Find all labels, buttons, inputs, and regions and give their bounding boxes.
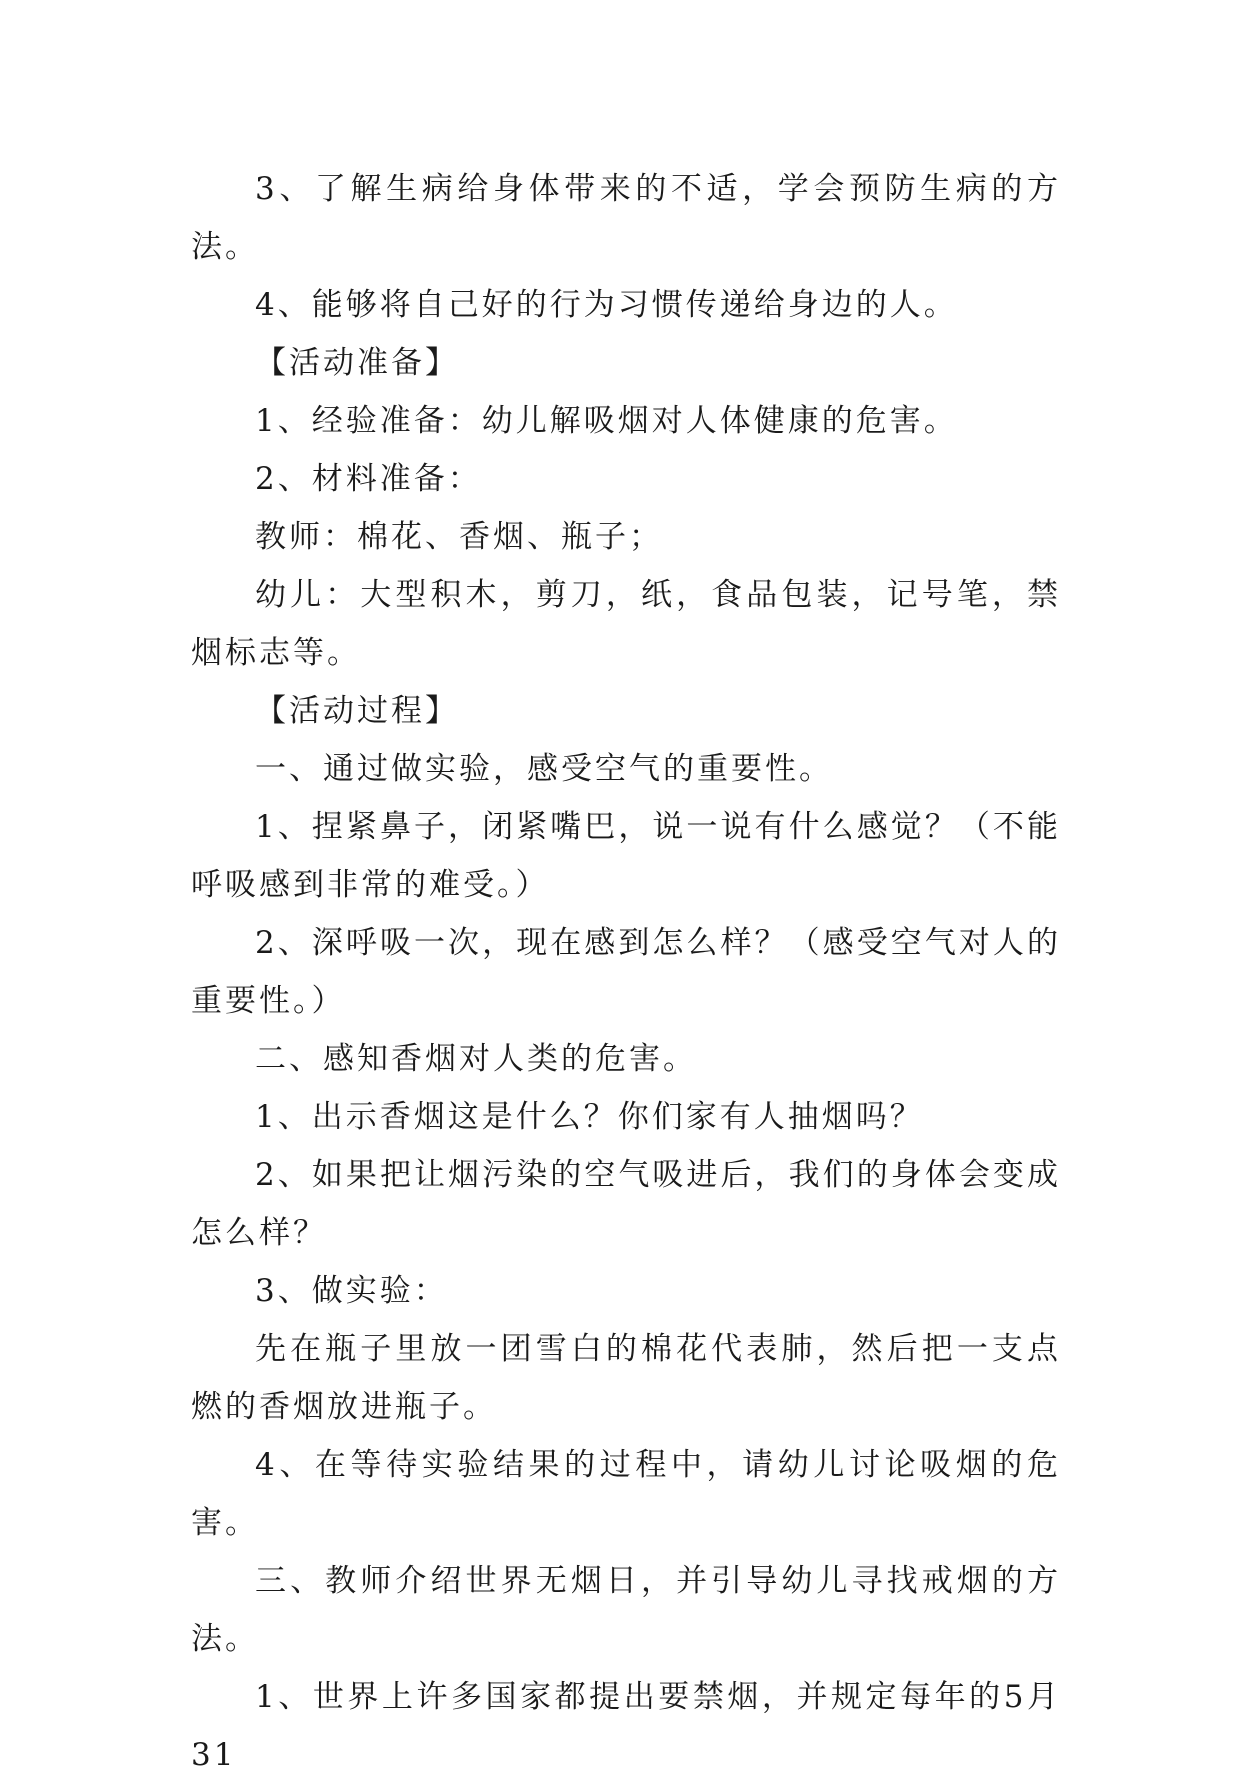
paragraph-step-three-1: 1、世界上许多国家都提出要禁烟，并规定每年的5月31 [191,1679,1061,1773]
paragraph-child-materials: 幼儿：大型积木，剪刀，纸，食品包装，记号笔，禁烟标志等。 [191,577,1061,671]
paragraph-experiment: 先在瓶子里放一团雪白的棉花代表肺，然后把一支点燃的香烟放进瓶子。 [191,1331,1061,1425]
paragraph-material-prep: 2、材料准备： [255,461,482,497]
section-heading-process: 【活动过程】 [255,693,459,729]
paragraph-objective-3: 3、了解生病给身体带来的不适，学会预防生病的方法。 [191,171,1061,265]
paragraph-step-two-2: 2、如果把让烟污染的空气吸进后，我们的身体会变成怎么样？ [191,1157,1061,1251]
paragraph-step-two-1: 1、出示香烟这是什么？你们家有人抽烟吗？ [255,1099,924,1135]
document-body [191,160,1061,1784]
paragraph-experience-prep: 1、经验准备：幼儿解吸烟对人体健康的危害。 [255,403,958,439]
paragraph-step-two-4: 4、在等待实验结果的过程中，请幼儿讨论吸烟的危害。 [191,1447,1061,1541]
paragraph-teacher-materials: 教师：棉花、香烟、瓶子； [255,519,663,555]
section-heading-preparation: 【活动准备】 [255,345,459,381]
paragraph-step-two-3: 3、做实验： [255,1273,448,1309]
paragraph-step-one: 一、通过做实验，感受空气的重要性。 [255,751,833,787]
paragraph-step-one-1: 1、捏紧鼻子，闭紧嘴巴，说一说有什么感觉？（不能呼吸感到非常的难受。） [191,809,1061,903]
paragraph-objective-4: 4、能够将自己好的行为习惯传递给身边的人。 [255,287,958,323]
paragraph-step-three: 三、教师介绍世界无烟日，并引导幼儿寻找戒烟的方法。 [191,1563,1061,1657]
paragraph-step-one-2: 2、深呼吸一次，现在感到怎么样？（感受空气对人的重要性。） [191,925,1061,1019]
paragraph-step-two: 二、感知香烟对人类的危害。 [255,1041,697,1077]
